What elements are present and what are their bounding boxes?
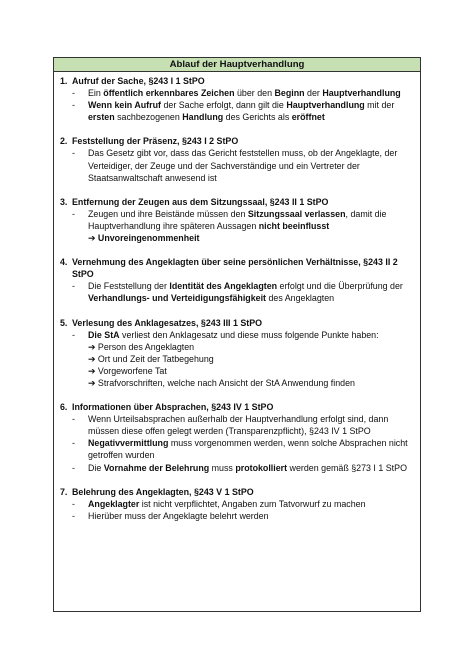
text-run: Die StA [88,329,120,340]
section-number: 7. [60,486,68,497]
text-run: eröffnet [291,112,325,123]
dash-bullet-icon: - [72,438,75,449]
text-run: des Gerichts als [223,112,292,123]
arrow-text [98,233,200,243]
arrow-text [98,366,167,376]
bullet-text [88,87,401,99]
text-run: nicht beeinflusst [258,220,330,231]
bullet-text [88,437,414,461]
dash-bullet-icon: - [72,329,75,340]
text-run: Person des Angeklagten [97,341,195,352]
text-run: Vorgeworfene Tat [97,365,167,376]
text-run: erfolgt und die Überprüfung der [277,281,403,292]
text-run: werden gemäß §273 I 1 StPO [287,462,407,473]
bullet-item [60,437,414,461]
arrow-right-icon: ➔ [88,341,96,352]
text-run: des Angeklagten [266,293,335,304]
section-title: Belehrung des Angeklagten, §243 V 1 StPO [72,486,254,497]
section-number: 5. [60,317,68,328]
arrow-item [60,353,414,365]
dash-bullet-icon: - [72,100,75,111]
text-run: mit der [364,100,395,111]
dash-bullet-icon: - [72,414,75,425]
arrow-right-icon: ➔ [88,353,96,364]
text-run: über den [234,88,275,99]
text-run: öffentlich erkennbares Zeichen [103,88,235,99]
text-run: Unvoreingenommenheit [97,233,200,244]
bullet-text [88,498,366,510]
section-heading [60,135,414,147]
section-5 [60,317,414,390]
arrow-text [98,342,194,352]
section-number: 3. [60,196,68,207]
arrow-item [60,377,414,389]
text-run: der Sache erfolgt, dann gilt die [160,100,287,111]
arrow-right-icon: ➔ [88,377,96,388]
bullet-text [88,280,414,304]
dash-bullet-icon: - [72,462,75,473]
arrow-item [60,365,414,377]
text-run: Zeugen und ihre Beistände müssen den [88,208,248,219]
dash-bullet-icon: - [72,148,75,159]
section-6 [60,401,414,474]
bullet-text [88,462,407,474]
bullet-text [88,413,414,437]
dash-bullet-icon: - [72,88,75,99]
text-run: muss [209,462,236,473]
section-heading [60,256,414,280]
text-run: sachbezogenen [114,112,183,123]
bullet-text [88,510,269,522]
section-title: Entfernung der Zeugen aus dem Sitzungssaal, §243 II 1 StPO [72,196,329,207]
section-title: Feststellung der Präsenz, §243 I 2 StPO [72,136,239,147]
text-run: Ein [88,88,104,99]
text-run: Vornahme der Belehrung [103,462,210,473]
bullet-item [60,99,414,123]
text-run: Ort und Zeit der Tatbegehung [97,353,214,364]
bullet-item [60,498,414,510]
dash-bullet-icon: - [72,281,75,292]
text-run: Strafvorschriften, welche nach Ansicht der StA Anwendung finden [97,377,355,388]
text-run: Sitzungssaal verlassen [247,208,346,219]
text-run: Hierüber muss der Angeklagte belehrt werden [88,510,269,521]
text-run: ersten [88,112,115,123]
section-3 [60,196,414,244]
section-heading [60,75,414,87]
text-run: ist nicht verpflichtet, Angaben zum Tatvorwurf zu machen [139,498,366,509]
text-run: Hauptverhandlung [322,88,401,99]
bullet-item [60,510,414,522]
section-7 [60,486,414,522]
text-run: Wenn kein Aufruf [88,100,161,111]
bullet-item [60,280,414,304]
section-title: Aufruf der Sache, §243 I 1 StPO [72,76,205,86]
text-run: Negativvermittlung [88,438,169,449]
text-run: Das Gesetz gibt vor, dass das Gericht feststellen muss, ob der Angeklagte, der Verteidiger, der Zeuge und der Sachverständige und ein Vertreter der Staatsanwaltschaft anwesend ist [88,148,398,183]
text-run: Identität des Angeklagten [169,281,278,292]
arrow-item [60,232,414,244]
section-number: 4. [60,257,68,268]
text-run: Handlung [182,112,224,123]
section-number: 2. [60,136,68,147]
section-heading [60,401,414,413]
bullet-item [60,462,414,474]
section-4 [60,256,414,304]
page-title: Ablauf der Hauptverhandlung [54,58,420,72]
section-title: Informationen über Absprachen, §243 IV 1 StPO [72,402,274,413]
text-run: Wenn Urteilsabsprachen außerhalb der Hauptverhandlung erfolgt sind, dann müssen diese offen gelegt werden (Transparenzpflicht), §243 IV 1 StPO [88,414,389,437]
bullet-text [88,329,379,341]
text-run: Die [88,462,104,473]
arrow-text [98,378,355,388]
arrow-item [60,341,414,353]
text-run: Hauptverhandlung [286,100,365,111]
section-heading [60,486,414,498]
bullet-item [60,147,414,183]
text-run: Angeklagter [88,498,140,509]
section-1 [60,75,414,123]
text-run: Beginn [274,88,305,99]
text-run: muss vorgenommen werden, wenn solche Absprachen nicht getroffen wurden [88,438,408,461]
section-number: 6. [60,402,68,413]
text-run: verliest den Anklagesatz und diese muss folgende Punkte haben: [119,329,379,340]
section-title: Verlesung des Anklagesatzes, §243 III 1 StPO [72,317,263,328]
section-list [54,72,420,522]
bullet-item [60,413,414,437]
bullet-text [88,147,414,183]
section-2 [60,135,414,183]
section-heading [60,196,414,208]
text-run: Verhandlungs- und Verteidigungsfähigkeit [88,293,267,304]
document-frame [53,57,421,612]
text-run: protokolliert [235,462,288,473]
bullet-item [60,329,414,341]
bullet-text [88,99,414,123]
bullet-item [60,208,414,232]
section-number: 1. [60,76,68,86]
bullet-item [60,87,414,99]
text-run: der [304,88,323,99]
bullet-text [88,208,414,232]
section-heading [60,317,414,329]
text-run: , damit die Hauptverhandlung ihre späteren Aussagen [88,208,387,231]
text-run: Die Feststellung der [88,281,170,292]
dash-bullet-icon: - [72,498,75,509]
arrow-right-icon: ➔ [88,365,96,376]
section-title: Vernehmung des Angeklagten über seine persönlichen Verhältnisse, §243 II 2 StPO [72,257,398,280]
arrow-right-icon: ➔ [88,233,96,244]
dash-bullet-icon: - [72,510,75,521]
arrow-text [98,354,214,364]
dash-bullet-icon: - [72,208,75,219]
